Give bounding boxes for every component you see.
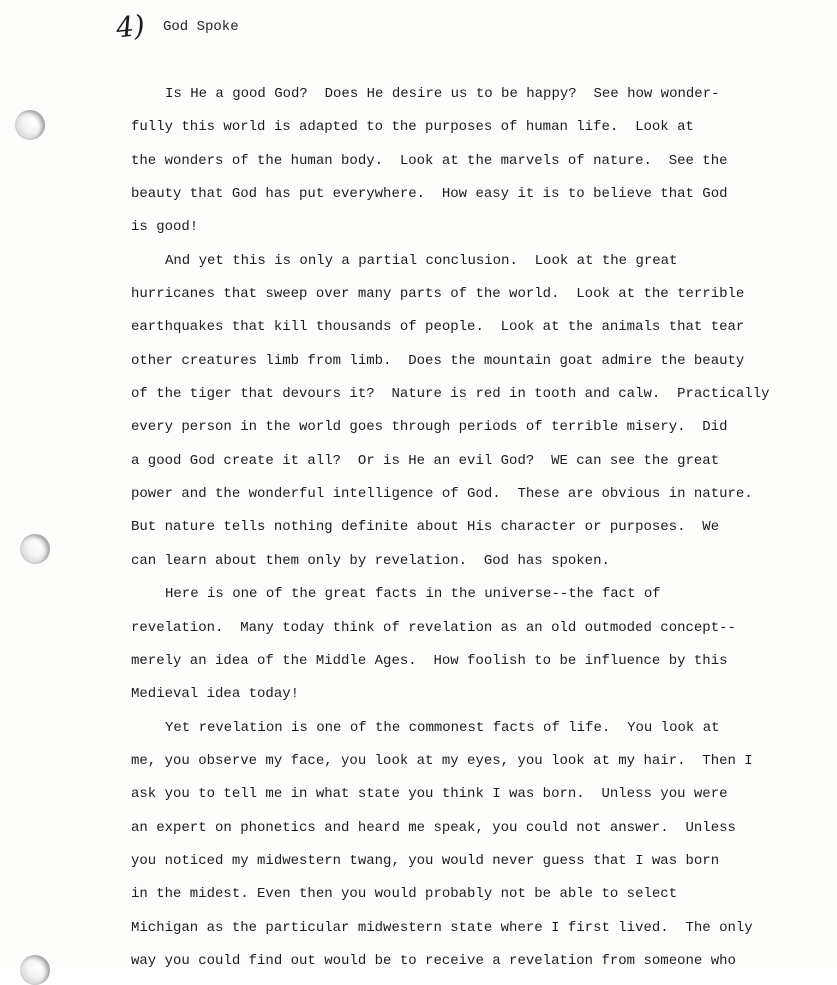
text-line: of the tiger that devours it? Nature is red in tooth and calw. Practically	[131, 386, 770, 403]
text-line: ask you to tell me in what state you think I was born. Unless you were	[131, 786, 728, 803]
text-line: And yet this is only a partial conclusion. Look at the great	[165, 252, 678, 269]
text-line: Michigan as the particular midwestern state where I first lived. The only	[131, 919, 753, 936]
text-line: Medieval idea today!	[131, 686, 300, 703]
text-line: revelation. Many today think of revelation as an old outmoded concept--	[131, 619, 736, 636]
text-line: is good!	[131, 219, 199, 236]
page-number: 4)	[114, 8, 147, 45]
text-line: fully this world is adapted to the purposes of human life. Look at	[131, 119, 694, 136]
text-line: way you could find out would be to receive a revelation from someone who	[131, 952, 736, 969]
text-line: earthquakes that kill thousands of people. Look at the animals that tear	[131, 319, 745, 336]
text-line: Here is one of the great facts in the universe--the fact of	[165, 586, 661, 603]
punch-hole-top	[15, 110, 45, 140]
text-line: merely an idea of the Middle Ages. How foolish to be influence by this	[131, 652, 728, 669]
text-line: an expert on phonetics and heard me speak, you could not answer. Unless	[131, 819, 736, 836]
punch-hole-bottom	[20, 955, 50, 985]
punch-hole-middle	[20, 534, 50, 564]
page-heading: God Spoke	[163, 19, 239, 35]
text-line: me, you observe my face, you look at my eyes, you look at my hair. Then I	[131, 752, 753, 769]
body-text	[131, 84, 821, 984]
text-line: you noticed my midwestern twang, you would never guess that I was born	[131, 852, 720, 869]
text-line: can learn about them only by revelation. God has spoken.	[131, 552, 610, 569]
text-line: the wonders of the human body. Look at the marvels of nature. See the	[131, 152, 728, 169]
text-line: Yet revelation is one of the commonest facts of life. You look at	[165, 719, 720, 736]
text-line: Is He a good God? Does He desire us to be happy? See how wonder-	[165, 86, 720, 102]
text-line: in the midest. Even then you would probably not be able to select	[131, 886, 678, 903]
text-line: beauty that God has put everywhere. How easy it is to believe that God	[131, 186, 728, 203]
text-line: But nature tells nothing definite about His character or purposes. We	[131, 519, 720, 536]
text-line: a good God create it all? Or is He an evil God? WE can see the great	[131, 452, 720, 469]
text-line: every person in the world goes through periods of terrible misery. Did	[131, 419, 728, 436]
text-line: power and the wonderful intelligence of God. These are obvious in nature.	[131, 486, 753, 503]
text-line: other creatures limb from limb. Does the mountain goat admire the beauty	[131, 352, 745, 369]
text-line: hurricanes that sweep over many parts of the world. Look at the terrible	[131, 286, 745, 303]
